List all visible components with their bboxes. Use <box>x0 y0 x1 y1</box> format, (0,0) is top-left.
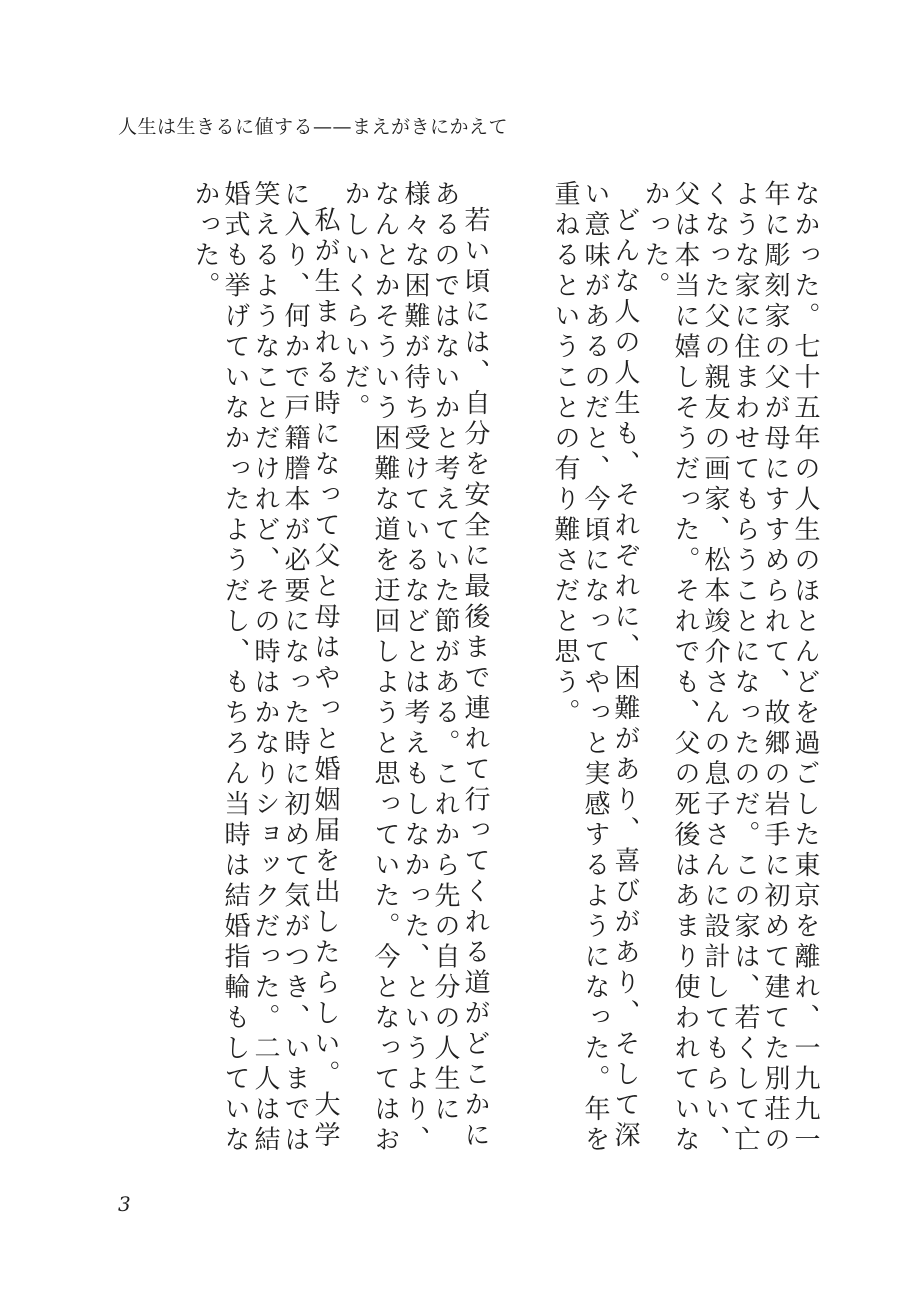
running-header: 人生は生きるに値する——まえがきにかえて <box>118 116 509 138</box>
paragraph: 私が生まれる時になって父と母はやっと婚姻届を出したらしい。大学に入り、何かで戸籍謄本が必要になった時に初めて気がつき、いまでは笑えるようなことだけれど、その時はかなりショックだった。二人は結婚式も挙げていなかったようだし、もちろん当時は結婚指輪もしていなかった。 <box>190 180 340 1156</box>
paragraph: どんな人の人生も、それぞれに、困難があり、喜びがあり、そして深い意味があるのだと、今頃になってやっと実感するようになった。年を重ねるということの有り難さだと思う。 <box>550 180 640 1156</box>
page-number: 3 <box>118 1192 131 1216</box>
paragraph: 若い頃には、自分を安全に最後まで連れて行ってくれる道がどこかにあるのではないかと考えていた節がある。これから先の自分の人生に様々な困難が待ち受けているなどとは考えもしなかった、というより、なんとかそういう困難な道を迂回しようと思っていた。今となってはおかしいくらいだ。 <box>340 180 490 1156</box>
vertical-body-text <box>130 180 820 1170</box>
paragraph: なかった。七十五年の人生のほとんどを過ごした東京を離れ、一九九一年に彫刻家の父が母にすすめられて、故郷の岩手に初めて建てた別荘のような家に住まわせてもらうことになったのだ。この家は、若くして亡くなった父の親友の画家、松本竣介さんの息子さんに設計してもらい、父は本当に嬉しそうだった。それでも、父の死後はあまり使われていなかった。 <box>640 180 820 1156</box>
